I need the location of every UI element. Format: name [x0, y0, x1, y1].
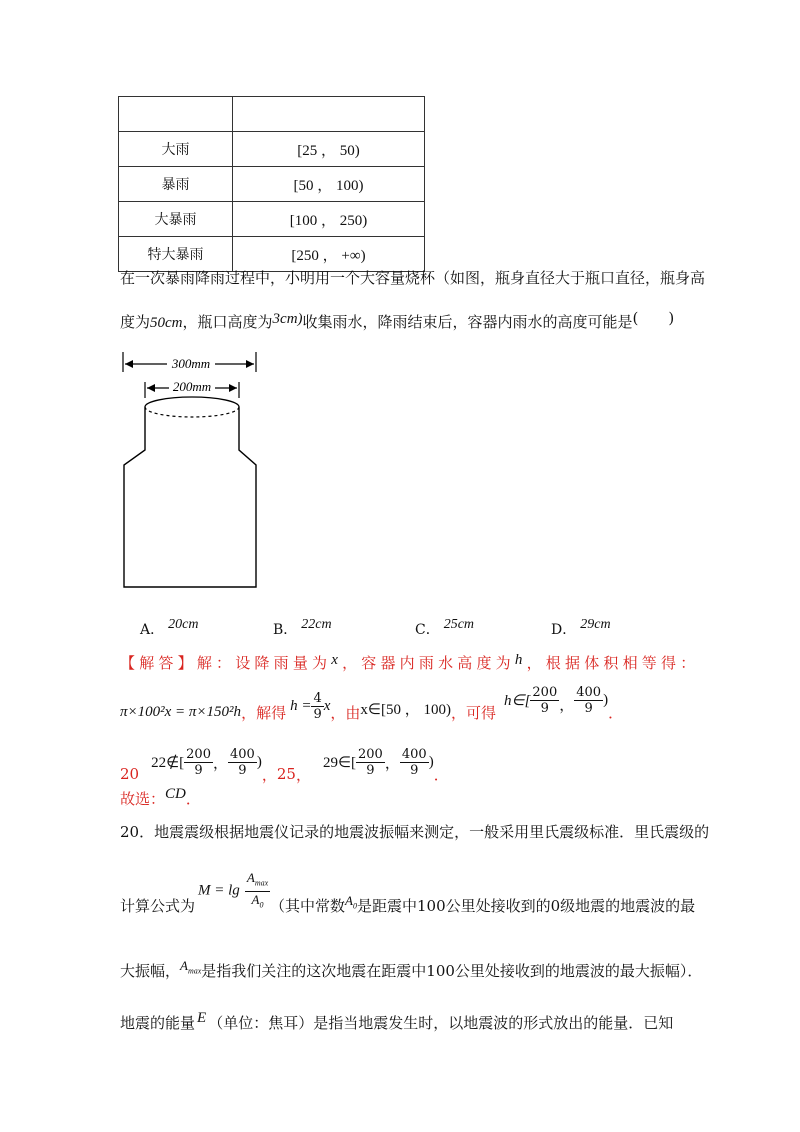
- question-text: 度为: [120, 313, 151, 331]
- table-header-row: [119, 97, 425, 132]
- option-value: 25cm: [443, 617, 475, 632]
- fraction: $\frac{200}{9}$: [358, 746, 383, 778]
- fraction: $\frac{200}{9}$: [186, 746, 211, 778]
- option-value: 20cm: [168, 617, 199, 632]
- richter-formula: M = lg $\frac{A_{max}}{A_0}$: [198, 870, 270, 912]
- option-d[interactable]: [551, 619, 611, 639]
- q20-line-3: 大振幅，$A_{max}$是指我们关注的这次地震在距震中100公里处接收到的地震波的最大振幅）．: [120, 958, 703, 980]
- question-line-2: [120, 311, 674, 332]
- table-row: [119, 202, 425, 237]
- fraction: $\frac{200}{9}$: [532, 684, 558, 716]
- table-header-cell: [233, 97, 425, 132]
- solution-line-1: 【解答】解：设降雨量为x，容器内雨水高度为h，根据体积相等得：: [120, 652, 700, 672]
- answer-choice: CD: [165, 786, 186, 802]
- table-row: [119, 132, 425, 167]
- rain-level-name: 大暴雨: [119, 202, 233, 237]
- q20-line-1: 20．地震震级根据地震仪记录的地震波振幅来测定，一般采用里氏震级标准．里氏震级的: [120, 823, 710, 841]
- fraction: $\frac{400}{9}$: [401, 746, 427, 778]
- rain-level-range: [50 ， 100): [233, 167, 425, 202]
- option-letter: A．: [140, 622, 165, 638]
- option-letter: B．: [273, 622, 298, 638]
- solution-tag: 【解答】: [120, 654, 197, 672]
- q20-line-2: 计算公式为 （其中常数$A_0$是距震中100公里处接收到的0级地震的地震波的最: [120, 893, 696, 915]
- rain-level-name: 大雨: [119, 132, 233, 167]
- question-text: ，瓶口高度为: [182, 313, 273, 331]
- table-row: [119, 167, 425, 202]
- inner-diameter-label: 200mm: [172, 379, 212, 394]
- q20-line-4: 地震的能量 E （单位：焦耳）是指当地震发生时，以地震波的形式放出的能量．已知: [120, 1010, 674, 1032]
- table-header-cell: [119, 97, 233, 132]
- option-b[interactable]: [273, 619, 332, 639]
- rain-level-range: [250 ， +∞): [233, 237, 425, 272]
- option-letter: D．: [551, 622, 577, 638]
- rain-level-name: 特大暴雨: [119, 237, 233, 272]
- solution-answer: 故选：CD．: [120, 786, 201, 808]
- option-value: 22cm: [301, 617, 332, 632]
- rain-level-range: [100 ， 250): [233, 202, 425, 237]
- volume-equation: π×100²x = π×150²h: [120, 703, 242, 720]
- neck-height-value: 3cm): [272, 311, 303, 327]
- answer-blank: ( ): [632, 309, 675, 327]
- rainfall-table: [118, 96, 425, 272]
- question-text: 收集雨水，降雨结束后，容器内雨水的高度可能是: [302, 313, 633, 331]
- var-x: x: [331, 652, 343, 668]
- solution-line-2: π×100²x = π×150²h ，解得 h = $\frac{4}{9}$ x ，由 x∈[50 ， 100) ，可得 h∈[ $\frac{200}{9}$ ， $\frac{400}{9}$ ) ．: [120, 684, 624, 722]
- option-letter: C．: [415, 622, 440, 638]
- option-a[interactable]: [140, 619, 198, 639]
- bottle-figure: [115, 352, 265, 592]
- fraction: $\frac{400}{9}$: [576, 684, 602, 716]
- fraction: $\frac{A_{max}}{A_0}$: [246, 870, 269, 910]
- var-h: h: [514, 652, 527, 668]
- rain-level-range: [25 ， 50): [233, 132, 425, 167]
- rain-level-name: 暴雨: [119, 167, 233, 202]
- outer-diameter-label: 300mm: [171, 356, 211, 371]
- bottle-height-value: 50cm: [150, 315, 183, 331]
- option-value: 29cm: [580, 617, 611, 632]
- question-line-1: 在一次暴雨降雨过程中，小明用一个大容量烧杯（如图，瓶身直径大于瓶口直径，瓶身高: [120, 269, 706, 287]
- fraction: $\frac{400}{9}$: [230, 746, 255, 778]
- option-c[interactable]: [415, 619, 474, 639]
- solution-line-3: 20 22∉[ $\frac{200}{9}$ ， $\frac{400}{9}$ ) ， 25 ， 29∈[ $\frac{200}{9}$ ， $\frac{400}{9}$ ) ．: [120, 746, 449, 784]
- x-range: x∈[50 ， 100): [360, 701, 451, 718]
- fraction: $\frac{4}{9}$: [313, 690, 322, 722]
